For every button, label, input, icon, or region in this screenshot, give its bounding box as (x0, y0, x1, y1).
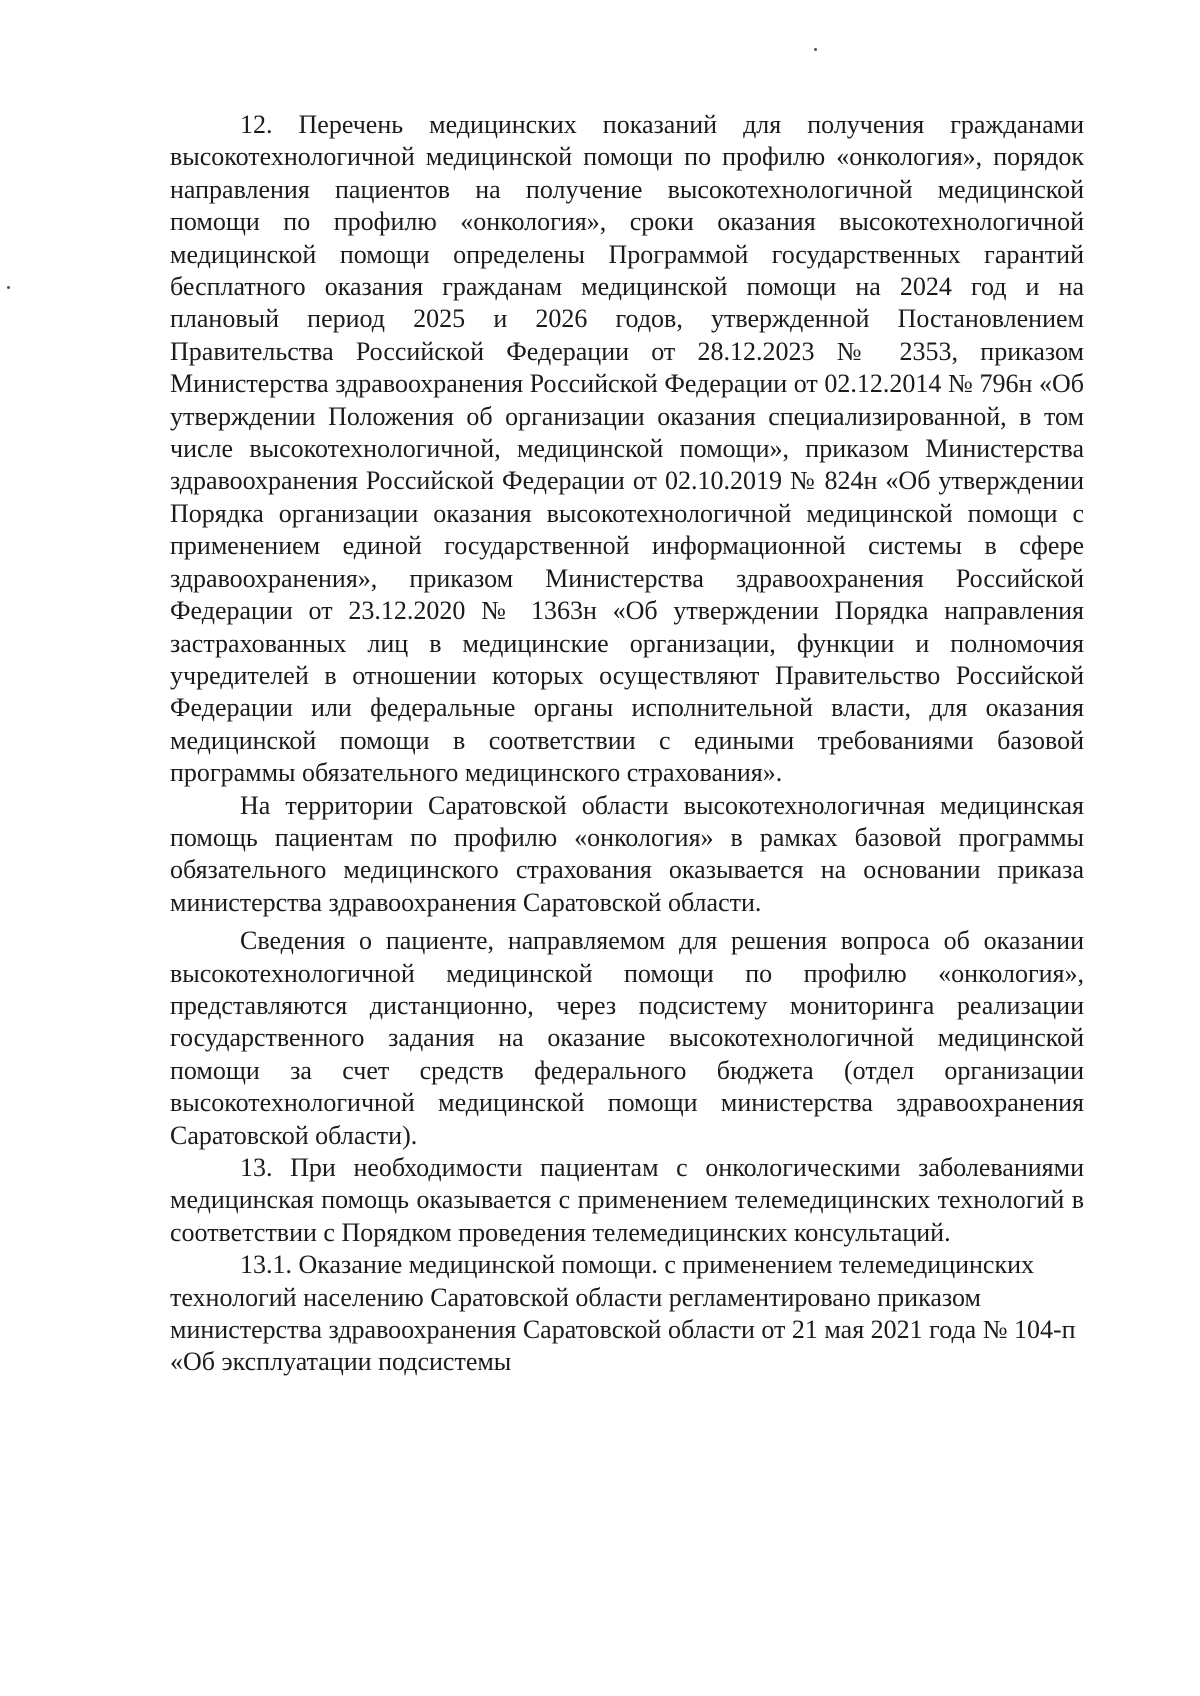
paragraph-patient-info: Сведения о пациенте, направляемом для решения вопроса об оказании высокотехнологичной медицинской помощи по профилю «онкология», представляются дистанционно, через подсистему мониторинга реализации государственного задания на оказание высокотехнологичной медицинской помощи за счет средств федерального бюджета (отдел организации высокотехнологичной медицинской помощи министерства здравоохранения Саратовской области). (170, 926, 1084, 1150)
document-body (170, 109, 1084, 1379)
scan-speck-top (814, 48, 817, 51)
paragraph-13: 13. При необходимости пациентам с онкологическими заболеваниями медицинская помощь оказывается с применением телемедицинских технологий в соответствии с Порядком проведения телемедицинских консультаций. (170, 1153, 1084, 1247)
paragraph-territory: На территории Саратовской области высокотехнологичная медицинская помощь пациентам по профилю «онкология» в рамках базовой программы обязательного медицинского страхования оказывается на основании приказа министерства здравоохранения Саратовской области. (170, 790, 1084, 917)
paragraph-13-1: 13.1. Оказание медицинской помощи. с применением телемедицинских технологий населению Саратовской области регламентировано приказом министерства здравоохранения Саратовской области от 21 мая 2021 года № 104-п «Об эксплуатации подсистемы (170, 1250, 1076, 1377)
scan-speck-left (7, 286, 10, 289)
paragraph-12: 12. Перечень медицинских показаний для получения гражданами высокотехнологичной медицинской помощи по профилю «онкология», порядок направления пациентов на получение высокотехнологичной медицинской помощи по профилю «онкология», сроки оказания высокотехнологичной медицинской помощи определены Программой государственных гарантий бесплатного оказания гражданам медицинской помощи на 2024 год и на плановый период 2025 и 2026 годов, утвержденной Постановлением Правительства Российской Федерации от 28.12.2023 № 2353, приказом Министерства здравоохранения Российской Федерации от 02.12.2014 № 796н «Об утверждении Положения об организации оказания специализированной, в том числе высокотехнологичной, медицинской помощи», приказом Министерства здравоохранения Российской Федерации от 02.10.2019 № 824н «Об утверждении Порядка организации оказания высокотехнологичной медицинской помощи с применением единой государственной информационной системы в сфере здравоохранения», приказом Министерства здравоохранения Российской Федерации от 23.12.2020 № 1363н «Об утверждении Порядка направления застрахованных лиц в медицинские организации, функции и полномочия учредителей в отношении которых осуществляют Правительство Российской Федерации или федеральные органы исполнительной власти, для оказания медицинской помощи в соответствии с едиными требованиями базовой программы обязательного медицинского страхования». (170, 110, 1084, 788)
